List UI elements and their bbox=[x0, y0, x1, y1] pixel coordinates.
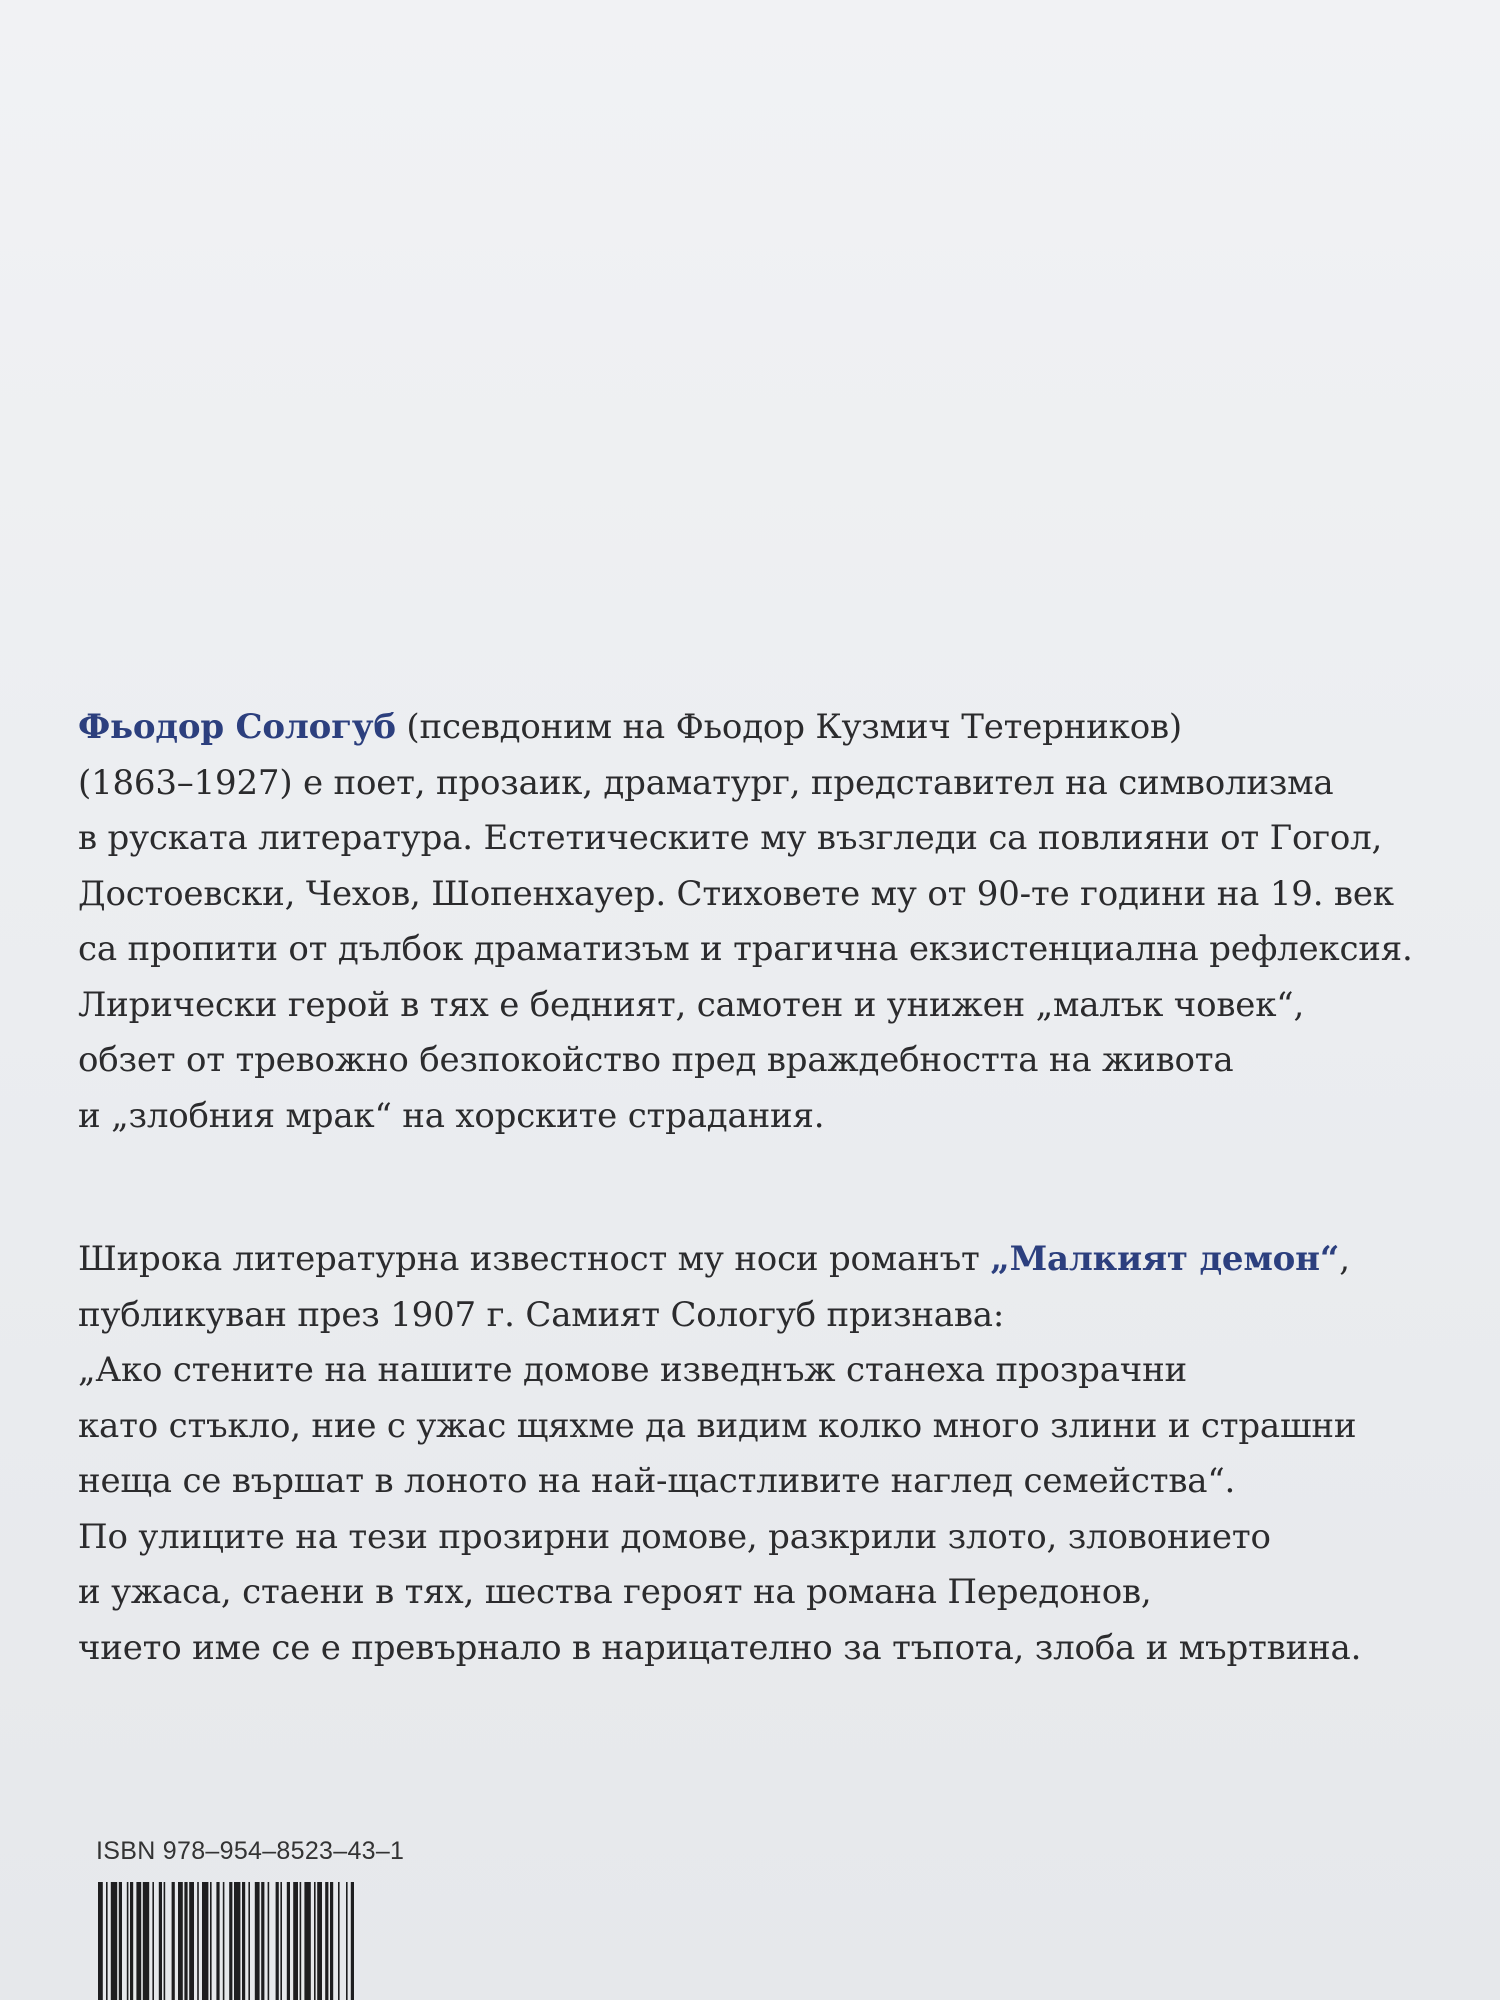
barcode-bar bbox=[242, 1882, 245, 2000]
barcode-bar bbox=[261, 1882, 264, 2000]
barcode-bar bbox=[111, 1882, 117, 2000]
barcode-bar bbox=[234, 1882, 240, 2000]
barcode-bar bbox=[229, 1882, 232, 2000]
barcode-bar bbox=[255, 1882, 260, 2000]
barcode-bar bbox=[300, 1882, 302, 2000]
barcode-bar bbox=[189, 1882, 194, 2000]
barcode-bar bbox=[325, 1882, 328, 2000]
barcode-bar bbox=[280, 1882, 282, 2000]
barcode-bar bbox=[202, 1882, 208, 2000]
barcode-bar bbox=[106, 1882, 108, 2000]
novel-line: По улиците на тези прозирни домове, разкрили злото, зловонието bbox=[78, 1516, 1271, 1557]
novel-line: чието име се е превърнало в нарицателно за тъпота, злоба и мъртвина. bbox=[78, 1627, 1362, 1668]
barcode-icon bbox=[96, 1882, 426, 2000]
novel-line-end: , bbox=[1339, 1239, 1350, 1279]
bio-line: обзет от тревожно безпокойство пред враждебността на живота bbox=[78, 1040, 1234, 1080]
author-bio-paragraph bbox=[78, 700, 1478, 1144]
bio-line: (1863–1927) е поет, прозаик, драматург, представител на символизма bbox=[78, 762, 1334, 803]
barcode-bar bbox=[152, 1882, 154, 2000]
novel-line-start: Широка литературна известност му носи романът bbox=[78, 1239, 991, 1279]
barcode-graphic bbox=[96, 1882, 426, 2000]
isbn-label: ISBN 978–954–8523–43–1 bbox=[96, 1837, 405, 1865]
barcode-bar bbox=[184, 1882, 187, 2000]
barcode-bar bbox=[338, 1882, 340, 2000]
barcode-bar bbox=[98, 1882, 103, 2000]
barcode-bar bbox=[119, 1882, 122, 2000]
bio-line: в руската литература. Естетическите му възгледи са повлияни от Гогол, bbox=[78, 818, 1383, 858]
bio-line: Достоевски, Чехов, Шопенхауер. Стиховете му от 90-те години на 19. век bbox=[78, 873, 1394, 914]
barcode-bar bbox=[304, 1882, 310, 2000]
barcode-bar bbox=[268, 1882, 270, 2000]
barcode-bar bbox=[178, 1882, 183, 2000]
novel-line bbox=[78, 1232, 1478, 1288]
barcode-bar bbox=[143, 1882, 149, 2000]
barcode-bar bbox=[346, 1882, 348, 2000]
bio-line: са пропити от дълбок драматизъм и трагична екзистенциална рефлексия. bbox=[78, 929, 1413, 969]
barcode-bar bbox=[159, 1882, 162, 2000]
barcode-bar bbox=[130, 1882, 133, 2000]
novel-description-paragraph bbox=[78, 1232, 1478, 1676]
barcode-bar bbox=[287, 1882, 290, 2000]
novel-line: „Ако стените на нашите домове изведнъж станеха прозрачни bbox=[78, 1350, 1188, 1390]
barcode-bar bbox=[248, 1882, 250, 2000]
barcode-bar bbox=[351, 1882, 354, 2000]
novel-line: неща се вършат в лоното на най-щастливите наглед семейства“. bbox=[78, 1461, 1236, 1501]
author-name: Фьодор Сологуб bbox=[78, 707, 396, 747]
bio-line-rest: (псевдоним на Фьодор Кузмич Тетерников) bbox=[395, 707, 1182, 747]
barcode-bar bbox=[330, 1882, 333, 2000]
barcode-bar bbox=[314, 1882, 316, 2000]
barcode-bar bbox=[293, 1882, 298, 2000]
novel-title: „Малкият демон“ bbox=[990, 1239, 1340, 1279]
bio-line: и „злобния мрак“ на хорските страдания. bbox=[78, 1095, 825, 1136]
barcode-bar bbox=[172, 1882, 175, 2000]
barcode-bar bbox=[197, 1882, 199, 2000]
novel-line: и ужаса, стаени в тях, шества героят на романа Передонов, bbox=[78, 1572, 1152, 1612]
barcode-bar bbox=[223, 1882, 225, 2000]
novel-line: като стъкло, ние с ужас щяхме да видим колко много злини и страшни bbox=[78, 1405, 1357, 1446]
barcode-bar bbox=[136, 1882, 141, 2000]
barcode-bar bbox=[317, 1882, 322, 2000]
bio-line bbox=[78, 700, 1478, 756]
barcode-bar bbox=[276, 1882, 279, 2000]
bio-line: Лирически герой в тях е бедният, самотен и унижен „малък човек“, bbox=[78, 984, 1305, 1025]
barcode-bar bbox=[127, 1882, 129, 2000]
barcode-bar bbox=[164, 1882, 166, 2000]
novel-line: публикуван през 1907 г. Самият Сологуб признава: bbox=[78, 1294, 1005, 1335]
barcode-bar bbox=[210, 1882, 212, 2000]
barcode-bar bbox=[216, 1882, 219, 2000]
